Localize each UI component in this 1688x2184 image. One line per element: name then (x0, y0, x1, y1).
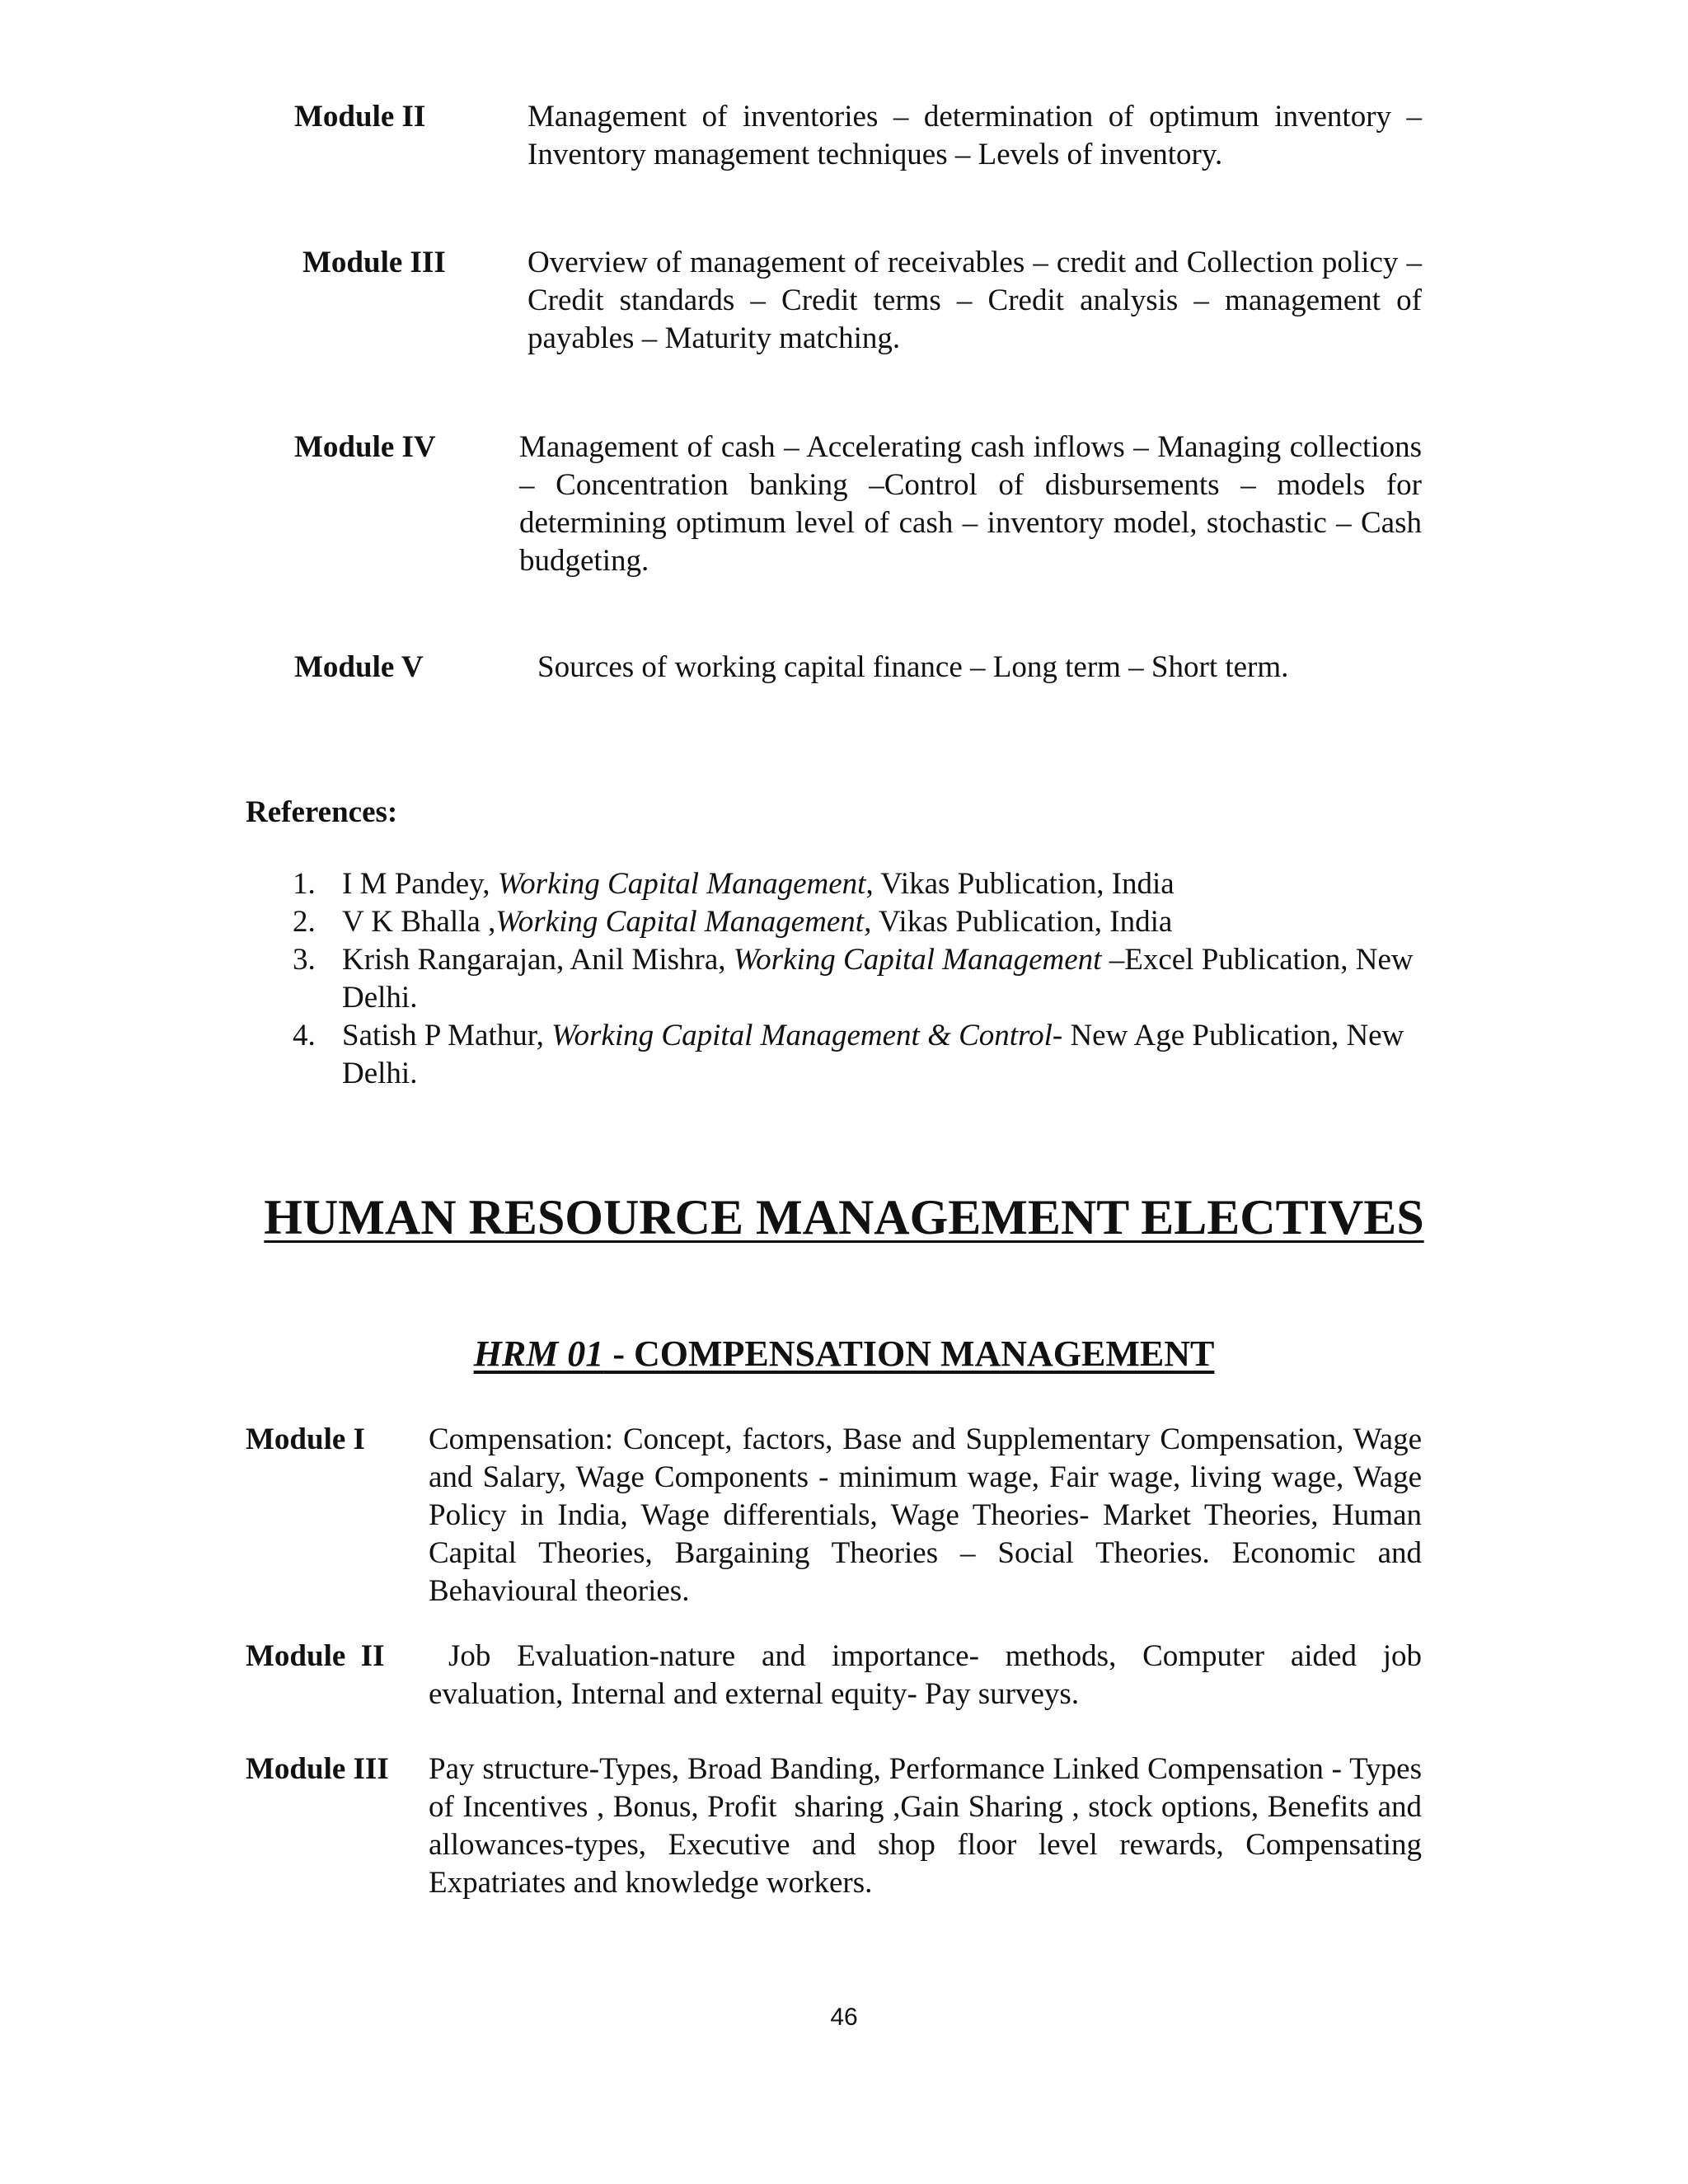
reference-title: Working Capital Management, (495, 905, 872, 939)
reference-title: Working Capital Management (497, 867, 866, 901)
module-label: Module III (302, 246, 446, 279)
module-description: Management of inventories – determination of optimum inventory – Inventory management techniques – Levels of inventory. (528, 100, 1422, 171)
module-label: Module II (294, 100, 426, 134)
course-code: HRM 01 (473, 1333, 604, 1374)
reference-publisher: Vikas Publication, India (871, 905, 1173, 939)
reference-item (293, 941, 1430, 1017)
reference-title: Working Capital Management (733, 943, 1102, 977)
module-description: Sources of working capital finance – Long term – Short term. (537, 650, 1289, 684)
reference-number: 1. (293, 867, 316, 901)
references-heading: References: (246, 795, 398, 829)
reference-publisher: - New Age Publication, New Delhi. (342, 1019, 1404, 1090)
module-description: Management of cash – Accelerating cash inflows – Managing collections – Concentration banking –Control of disbursements – models for determining optimum level of cash – inventory model, stochastic – Cash budgeting. (519, 430, 1422, 578)
section-title-text: HUMAN RESOURCE MANAGEMENT ELECTIVES (264, 1190, 1424, 1244)
module-description: Pay structure-Types, Broad Banding, Performance Linked Compensation - Types of Incentives , Bonus, Profit sharing ,Gain Sharing , stock options, Benefits and allowances-types, Executive and shop floor level rewards, Compensating Expatriates and knowledge workers. (429, 1752, 1445, 1900)
module-description: Overview of management of receivables – credit and Collection policy – Credit standards – Credit terms – Credit analysis – management of payables – Maturity matching. (528, 246, 1422, 355)
reference-number: 4. (293, 1019, 316, 1052)
reference-item (293, 903, 1430, 941)
reference-number: 3. (293, 943, 316, 977)
page-number: 46 (830, 2004, 858, 2031)
reference-item (293, 1017, 1430, 1093)
section-title (0, 1187, 1688, 1248)
reference-number: 2. (293, 905, 316, 939)
course-name: - COMPENSATION MANAGEMENT (603, 1333, 1215, 1374)
module-label: Module II (246, 1639, 385, 1673)
module-label: Module IV (294, 430, 436, 464)
reference-publisher: , Vikas Publication, India (865, 867, 1175, 901)
module-label: Module III (246, 1752, 389, 1786)
reference-publisher: –Excel Publication, New Delhi. (342, 943, 1414, 1015)
module-label: Module I (246, 1422, 365, 1456)
course-title (0, 1331, 1688, 1377)
module-label: Module V (294, 650, 424, 684)
reference-author: V K Bhalla , (342, 905, 496, 939)
reference-item (293, 865, 1430, 903)
references-list (293, 865, 1430, 1093)
reference-title: Working Capital Management & Control (551, 1019, 1053, 1052)
reference-author: Satish P Mathur, (342, 1019, 552, 1052)
module-description: Job Evaluation-nature and importance- methods, Computer aided job evaluation, Internal and external equity- Pay surveys. (429, 1639, 1422, 1711)
module-description: Compensation: Concept, factors, Base and Supplementary Compensation, Wage and Salary, Wage Components - minimum wage, Fair wage, living wage, Wage Policy in India, Wage differentials, Wage Theories- Market Theories, Human Capital Theories, Bargaining Theories – Social Theories. Economic and Behavioural theories. (429, 1422, 1422, 1608)
reference-author: I M Pandey, (342, 867, 498, 901)
reference-author: Krish Rangarajan, Anil Mishra, (342, 943, 734, 977)
